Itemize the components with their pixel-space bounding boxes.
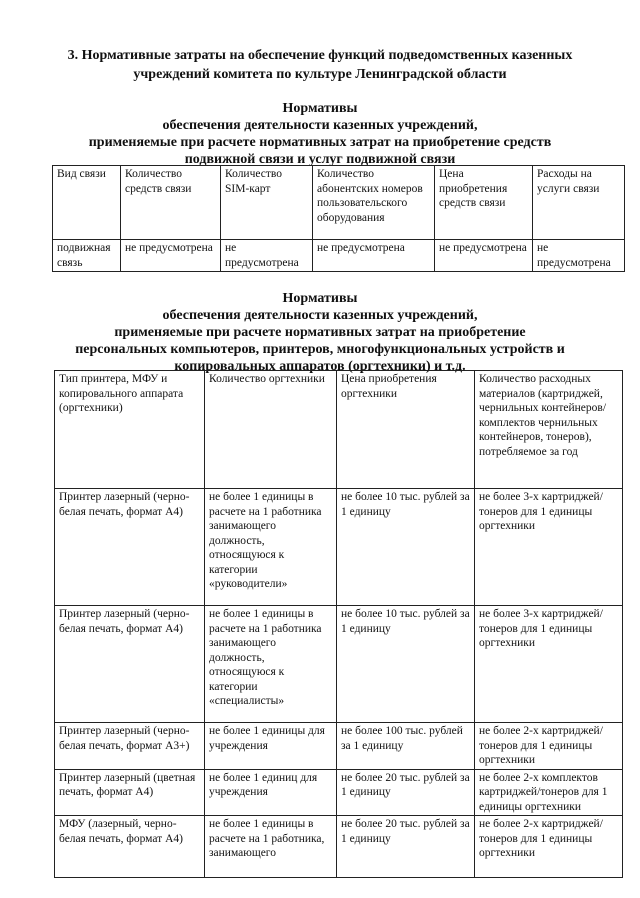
table-cell: Принтер лазерный (черно-белая печать, формат А4): [55, 606, 205, 723]
table-cell: не более 2-х картриджей/тонеров для 1 единицы оргтехники: [475, 723, 623, 770]
table-header-row: [53, 166, 625, 240]
table-cell: не более 10 тыс. рублей за 1 единицу: [337, 606, 475, 723]
table-cell: не более 1 единицы в расчете на 1 работника занимающего должность, относящуюся к категории «специалисты»: [205, 606, 337, 723]
table-cell: не более 1 единицы в расчете на 1 работника, занимающего: [205, 816, 337, 878]
table-cell: не предусмотрена: [313, 240, 435, 272]
table-cell: не более 10 тыс. рублей за 1 единицу: [337, 489, 475, 606]
equipment-norms-table: [54, 370, 623, 878]
table-cell: не более 3-х картриджей/тонеров для 1 единицы оргтехники: [475, 489, 623, 606]
table-cell: Принтер лазерный (черно-белая печать, формат А4): [55, 489, 205, 606]
table-cell: не предусмотрена: [533, 240, 625, 272]
header-cell: Количество абонентских номеров пользовательского оборудования: [313, 166, 435, 240]
header-cell: Вид связи: [53, 166, 121, 240]
equipment-norms-heading: Нормативы обеспечения деятельности казенных учреждений, применяемые при расчете нормативных затрат на приобретение персональных компьютеров, принтеров, многофункциональных устройств и копировальных аппаратов (оргтехники) и т.д.: [75, 291, 565, 374]
mobile-norms-table: [52, 165, 625, 272]
header-cell: Тип принтера, МФУ и копировального аппарата (оргтехники): [55, 371, 205, 489]
table-row: [55, 606, 623, 723]
table-row: [55, 489, 623, 606]
header-cell: Количество оргтехники: [205, 371, 337, 489]
header-cell: Количество средств связи: [121, 166, 221, 240]
table-cell: не более 100 тыс. рублей за 1 единицу: [337, 723, 475, 770]
mobile-norms-heading: Нормативы обеспечения деятельности казенных учреждений, применяемые при расчете нормативных затрат на приобретение средств подвижной связи и услуг подвижной связи: [88, 101, 552, 167]
table-cell: не более 20 тыс. рублей за 1 единицу: [337, 816, 475, 878]
table-cell: не более 1 единицы для учреждения: [205, 723, 337, 770]
table-row: [53, 240, 625, 272]
table-cell: не более 1 единиц для учреждения: [205, 769, 337, 816]
table-cell: МФУ (лазерный, черно-белая печать, формат А4): [55, 816, 205, 878]
table-cell: подвижная связь: [53, 240, 121, 272]
header-cell: Цена приобретения оргтехники: [337, 371, 475, 489]
table-cell: не предусмотрена: [435, 240, 533, 272]
table-cell: не более 2-х комплектов картриджей/тонеров для 1 единицы оргтехники: [475, 769, 623, 816]
header-cell: Цена приобретения средств связи: [435, 166, 533, 240]
table-cell: не предусмотрена: [121, 240, 221, 272]
table-cell: не более 3-х картриджей/тонеров для 1 единицы оргтехники: [475, 606, 623, 723]
table-row: [55, 816, 623, 878]
table-cell: не более 1 единицы в расчете на 1 работника занимающего должность, относящуюся к категории «руководители»: [205, 489, 337, 606]
table-row: [55, 769, 623, 816]
table-cell: не более 20 тыс. рублей за 1 единицу: [337, 769, 475, 816]
table-cell: не более 2-х картриджей/тонеров для 1 единицы оргтехники: [475, 816, 623, 878]
table-header-row: [55, 371, 623, 489]
table-cell: Принтер лазерный (черно-белая печать, формат А3+): [55, 723, 205, 770]
table-cell: не предусмотрена: [221, 240, 313, 272]
header-cell: Расходы на услуги связи: [533, 166, 625, 240]
header-cell: Количество SIM-карт: [221, 166, 313, 240]
table-row: [55, 723, 623, 770]
section-title: 3. Нормативные затраты на обеспечение функций подведомственных казенных учреждений комитета по культуре Ленинградской области: [67, 48, 573, 82]
header-cell: Количество расходных материалов (картриджей, чернильных контейнеров/комплектов чернильных контейнеров, тонеров), потребляемое за год: [475, 371, 623, 489]
table-cell: Принтер лазерный (цветная печать, формат А4): [55, 769, 205, 816]
